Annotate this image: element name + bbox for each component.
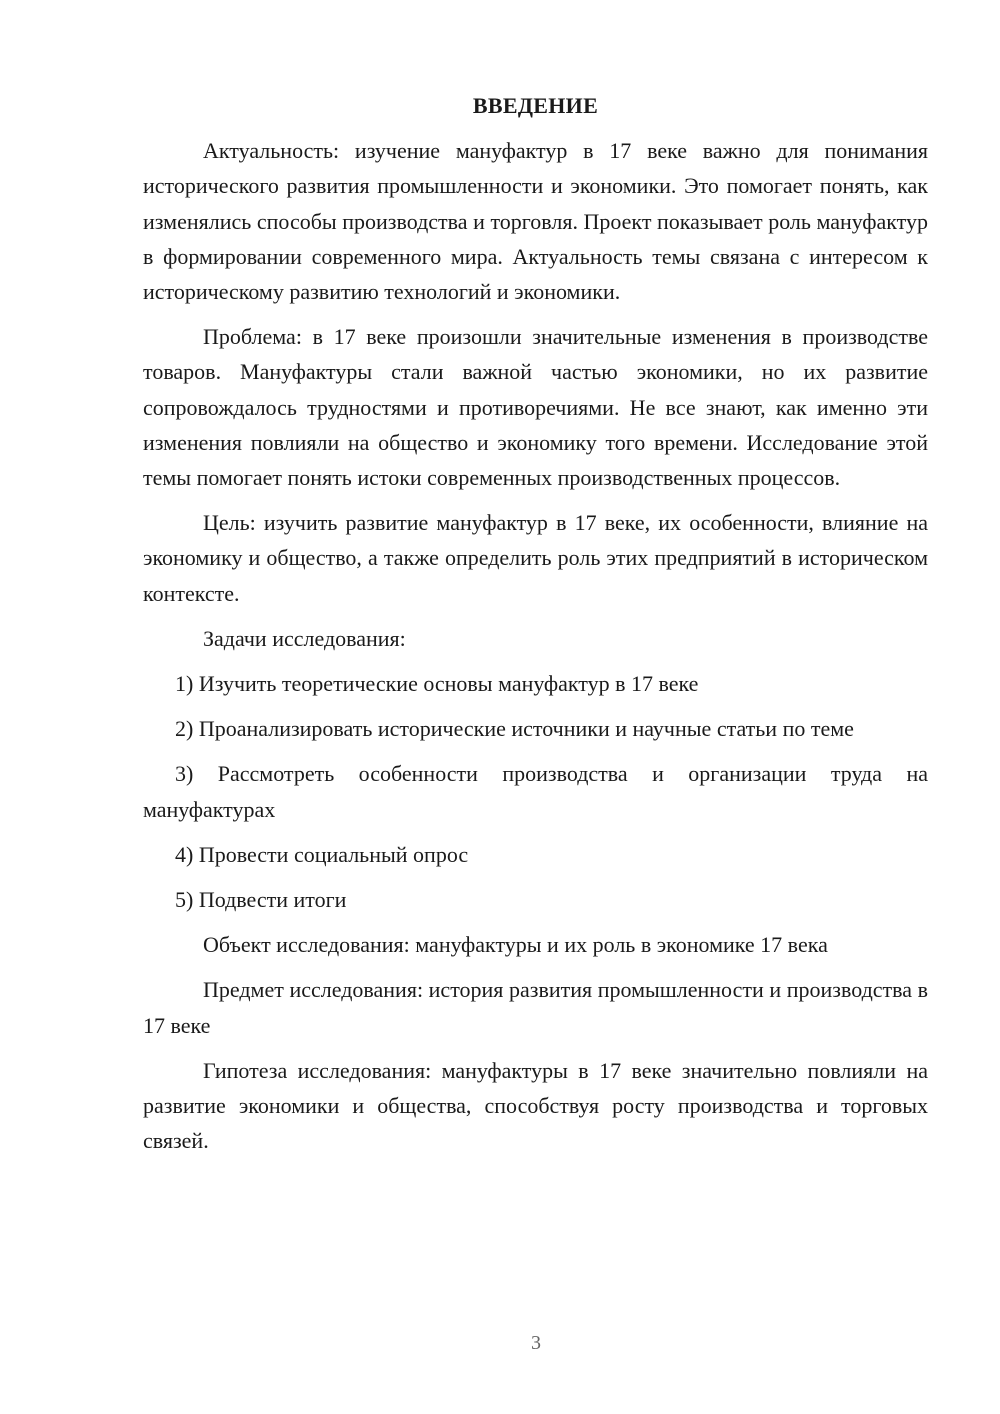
subject-paragraph: Предмет исследования: история развития промышленности и производства в 17 веке <box>143 977 928 1038</box>
task-item-3: 3) Рассмотреть особенности производства и организации труда на мануфактурах <box>143 761 928 822</box>
relevance-paragraph: Актуальность: изучение мануфактур в 17 веке важно для понимания исторического развития промышленности и экономики. Это помогает понять, как изменялись способы производства и торговля. Проект показывает роль мануфактур в формировании современного мира. Актуальность темы связана с интересом к историческому развитию технологий и экономики. <box>143 138 928 305</box>
goal-paragraph: Цель: изучить развитие мануфактур в 17 веке, их особенности, влияние на экономику и общество, а также определить роль этих предприятий в историческом контексте. <box>143 510 928 606</box>
document-body <box>143 88 928 1168</box>
task-item-2: 2) Проанализировать исторические источники и научные статьи по теме <box>175 716 854 742</box>
page-number: 3 <box>531 1332 541 1354</box>
hypothesis-paragraph: Гипотеза исследования: мануфактуры в 17 веке значительно повлияли на развитие экономики и общества, способствуя росту производства и торговых связей. <box>143 1057 928 1154</box>
tasks-heading: Задачи исследования: <box>203 625 406 651</box>
document-title: ВВЕДЕНИЕ <box>472 93 599 118</box>
task-item-5: 5) Подвести итоги <box>175 887 347 913</box>
object-paragraph: Объект исследования: мануфактуры и их роль в экономике 17 века <box>203 932 828 958</box>
task-item-1: 1) Изучить теоретические основы мануфактур в 17 веке <box>175 671 699 697</box>
problem-paragraph: Проблема: в 17 веке произошли значительные изменения в производстве товаров. Мануфактуры стали важной частью экономики, но их развитие сопровождалось трудностями и противоречиями. Не все знают, как именно эти изменения повлияли на общество и экономику того времени. Исследование этой темы помогает понять истоки современных производственных процессов. <box>143 324 928 491</box>
task-item-4: 4) Провести социальный опрос <box>175 841 469 867</box>
